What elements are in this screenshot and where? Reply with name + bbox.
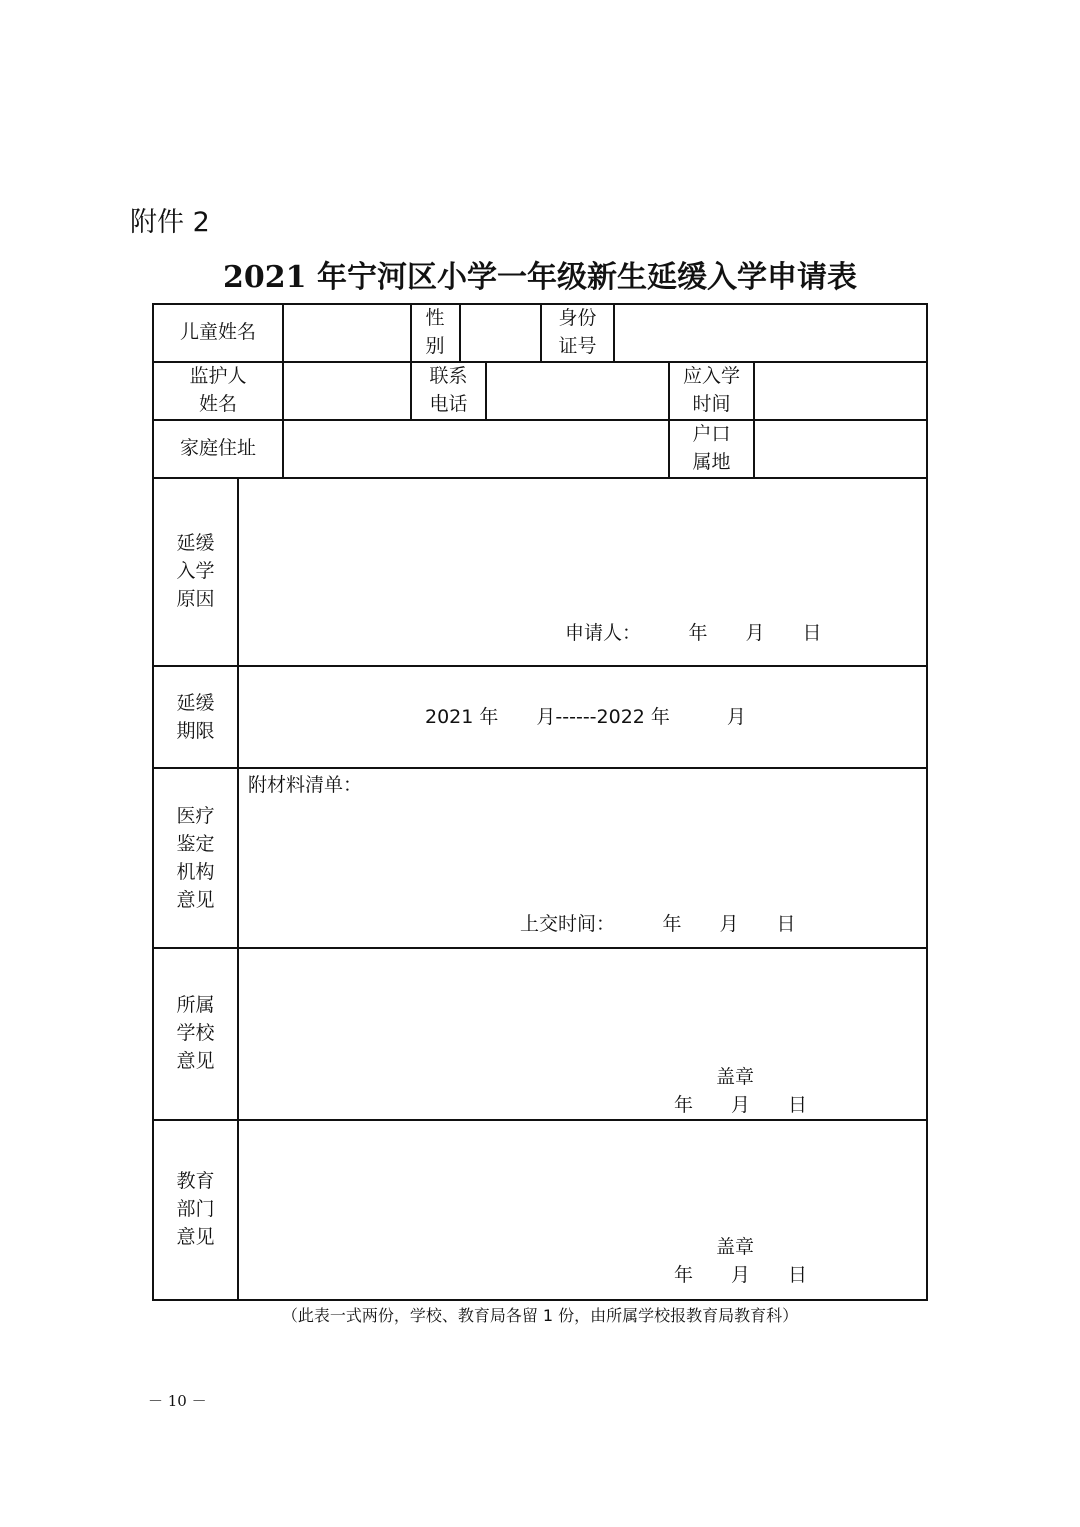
submission-time-line: 上交时间： 年 月 日	[520, 913, 796, 935]
deferral-reason-label: 延缓 入学 原因	[176, 532, 215, 610]
school-opinion-label: 所属 学校 意见	[176, 994, 215, 1072]
home-address-label: 家庭住址	[179, 437, 256, 459]
education-date-line: 年 月 日	[674, 1264, 808, 1286]
child-name-label: 儿童姓名	[179, 321, 256, 343]
applicant-signature-line: 申请人： 年 月 日	[565, 622, 822, 644]
education-seal-label: 盖章	[716, 1236, 755, 1258]
guardian-name-label: 监护人 姓名	[189, 365, 247, 415]
school-date-line: 年 月 日	[674, 1094, 808, 1116]
enrollment-time-label: 应入学 时间	[682, 365, 740, 415]
footnote: （此表一式两份，学校、教育局各留 1 份，由所属学校报教育局教育科）	[281, 1306, 799, 1325]
gender-label: 性 别	[425, 307, 445, 357]
page-number: － 10 －	[148, 1392, 207, 1410]
deferral-period-label: 延缓 期限	[176, 692, 215, 742]
deferral-period-text: 2021 年 月------2022 年 月	[425, 706, 746, 728]
education-dept-opinion-label: 教育 部门 意见	[176, 1170, 215, 1248]
materials-list-label: 附材料清单：	[248, 774, 363, 796]
id-number-label: 身份 证号	[558, 307, 597, 357]
form-title: 2021 年宁河区小学一年级新生延缓入学申请表	[223, 260, 857, 295]
school-seal-label: 盖章	[716, 1066, 755, 1088]
hukou-label: 户口 属地	[692, 423, 731, 473]
medical-opinion-label: 医疗 鉴定 机构 意见	[176, 805, 215, 911]
attachment-label: 附件 2	[130, 207, 210, 238]
phone-label: 联系 电话	[429, 365, 468, 415]
